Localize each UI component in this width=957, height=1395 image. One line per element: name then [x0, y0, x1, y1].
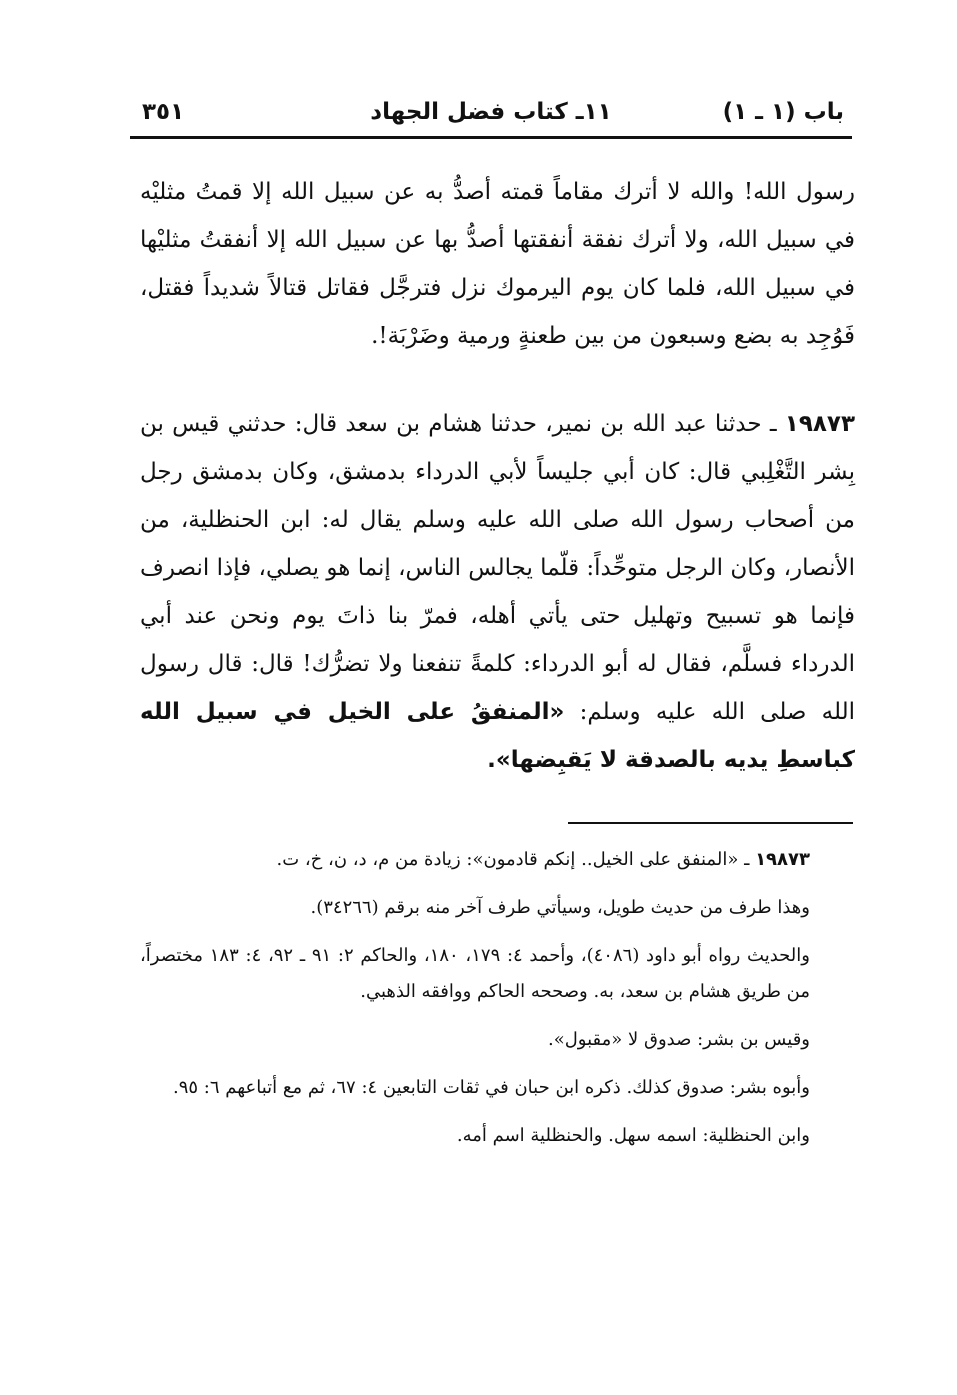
paragraph-text: رسول الله! والله لا أترك مقاماً قمته أصدُّ به عن سبيل الله إلا قمتُ مثليْه في سبيل الله، ولا أترك نفقة أنفقتها أصدُّ بها عن سبيل الله إلا أنفقتُ مثليْها في سبيل الله، فلما كان يوم اليرموك نزل فترجَّل فقاتل قتالاً شديداً فقتل، فَوُجِد به بضع وسبعون من بين طعنةٍ ورمية وضَرْبَة!. [140, 179, 855, 349]
header-rule [130, 136, 852, 139]
footnotes [140, 842, 855, 1166]
hadith-text: ـ حدثنا عبد الله بن نمير، حدثنا هشام بن سعد قال: حدثني قيس بن بِشر التَّغْلِبي قال: كان أبي جليساً لأبي الدرداء بدمشق، وكان بدمشق رجل من أصحاب رسول الله صلى الله عليه وسلم يقال له: ابن الحنظلية، من الأنصار، وكان الرجل متوحِّداً: قلّما يجالس الناس، إنما هو يصلي، فإذا انصرف فإنما هو تسبيح وتهليل حتى يأتي أهله، فمرّ بنا ذاتَ يوم ونحن عند أبي الدرداء فسلَّم، فقال له أبو الدرداء: كلمةً تنفعنا ولا تضرُّك! قال: قال رسول الله صلى الله عليه وسلم: [140, 411, 855, 725]
footnote-2: وهذا طرف من حديث طويل، وسيأتي طرف آخر منه برقم (٣٤٢٦٦). [310, 897, 810, 918]
paragraph-continuation [140, 168, 855, 360]
section-label: باب (١ ـ ١) [722, 99, 844, 125]
footnote-number: ١٩٨٧٣ [755, 849, 810, 870]
footnote-3: والحديث رواه أبو داود (٤٠٨٦)، وأحمد ٤: ١٧٩، ١٨٠، والحاكم ٢: ٩١ ـ ٩٢، ٤: ١٨٣ مختصراً، من طريق هشام بن سعد، به. وصححه الحاكم ووافقه الذهبي. [140, 945, 810, 1002]
footnote-text: ـ «المنفق على الخيل.. إنكم قادمون»: زيادة من م، د، ن، خ، ت. [276, 849, 756, 870]
chapter-title: ١١ـ كتاب فضل الجهاد [370, 99, 612, 125]
footnote-6: وابن الحنظلية: اسمه سهل. والحنظلية اسم أمه. [456, 1125, 810, 1146]
footnote-divider [568, 822, 853, 824]
footnote-1 [140, 842, 855, 878]
footnote-5: وأبوه بشر: صدوق كذلك. ذكره ابن حبان في ثقات التابعين ٤: ٦٧، ثم مع أتباعهم ٦: ٩٥. [172, 1077, 810, 1098]
hadith-quote: «المنفقُ على الخيل في سبيل الله كباسطِ يديه بالصدقة لا يَقبِضها». [140, 699, 855, 773]
hadith-paragraph [140, 400, 855, 784]
hadith-text-block [140, 400, 855, 784]
page-header [130, 92, 852, 138]
footnote-4: وقيس بن بشر: صدوق لا «مقبول». [547, 1029, 810, 1050]
hadith-number: ١٩٨٧٣ [784, 411, 855, 437]
page-number: ٣٥١ [142, 99, 185, 125]
